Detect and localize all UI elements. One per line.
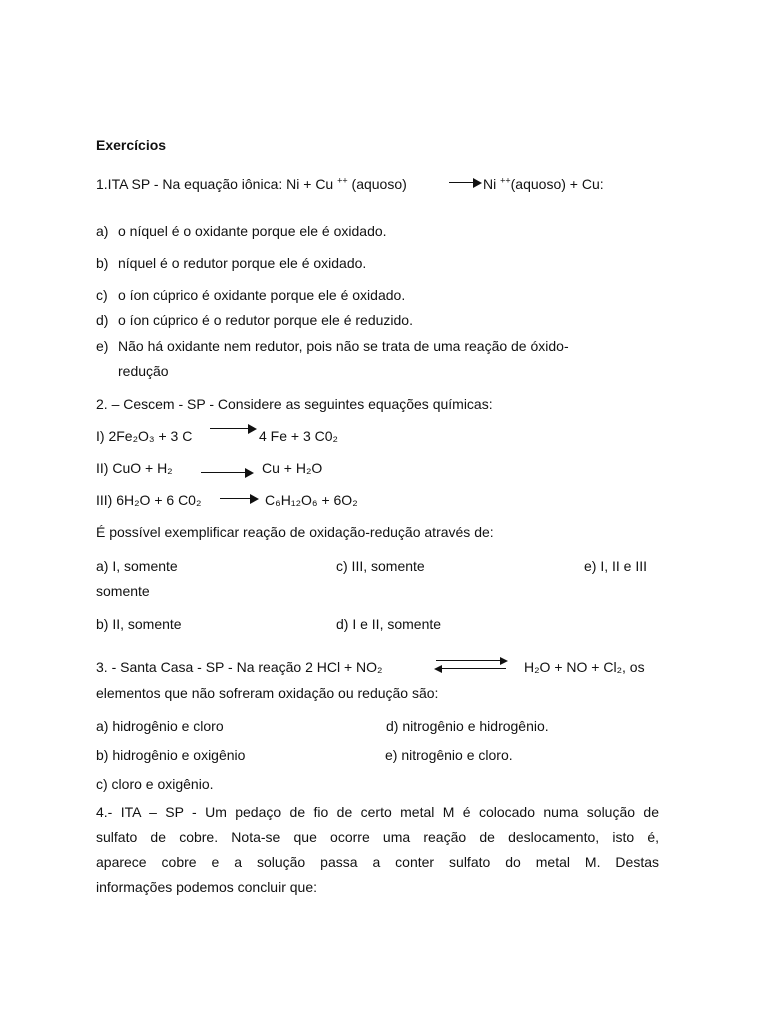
q3-option-a: a) hidrogênio e cloro xyxy=(96,718,224,734)
q2-option-c: c) III, somente xyxy=(336,558,425,574)
q3-stem-line-2: elementos que não sofreram oxidação ou redução são: xyxy=(96,685,439,701)
q2-option-e: e) I, II e III xyxy=(584,558,648,574)
reaction-arrow-icon xyxy=(449,178,481,188)
q2-option-d: d) I e II, somente xyxy=(336,616,442,632)
q1-stem: 1.ITA SP - Na equação iônica: Ni + Cu ++ (aquoso) xyxy=(96,175,407,192)
q4-line-2: sulfato de cobre. Nota-se que ocorre uma reação de deslocamento, isto é, xyxy=(96,829,659,845)
q3-stem-products: H₂O + NO + Cl₂, os xyxy=(524,659,645,675)
q3-option-c: c) cloro e oxigênio. xyxy=(96,776,214,792)
q1-option-e-continuation: redução xyxy=(118,363,169,379)
q2-equation-1-products: 4 Fe + 3 C0₂ xyxy=(259,428,338,444)
q1-option-a: a) o níquel é o oxidante porque ele é oxidado. xyxy=(96,223,387,239)
q1-option-e: e) Não há oxidante nem redutor, pois não se trata de uma reação de óxido- xyxy=(96,338,569,354)
q4-line-4: informações podemos concluir que: xyxy=(96,879,318,895)
q3-option-d: d) nitrogênio e hidrogênio. xyxy=(386,718,549,734)
q2-equation-3-products: C₆H₁₂O₆ + 6O₂ xyxy=(265,492,358,508)
reaction-arrow-icon xyxy=(210,424,256,434)
q1-stem-products: Ni ++(aquoso) + Cu: xyxy=(483,175,604,192)
q2-equation-1-reactants: I) 2Fe₂O₃ + 3 C xyxy=(96,428,193,444)
q2-stem: 2. – Cescem - SP - Considere as seguintes equações químicas: xyxy=(96,396,493,412)
q1-option-b: b) níquel é o redutor porque ele é oxidado. xyxy=(96,255,367,271)
q2-option-b: b) II, somente xyxy=(96,616,182,632)
equilibrium-arrows-icon xyxy=(436,660,506,674)
q2-equation-3-reactants: III) 6H₂O + 6 C0₂ xyxy=(96,492,202,508)
q2-option-e-continuation: somente xyxy=(96,583,150,599)
q4-line-1: 4.- ITA – SP - Um pedaço de fio de certo metal M é colocado numa solução de xyxy=(96,804,659,820)
reaction-arrow-icon xyxy=(201,468,253,478)
q4-line-3: aparece cobre e a solução passa a conter sulfato do metal M. Destas xyxy=(96,854,659,870)
q2-equation-2-products: Cu + H₂O xyxy=(262,460,323,476)
q1-option-d: d) o íon cúprico é o redutor porque ele é reduzido. xyxy=(96,312,413,328)
q2-option-a: a) I, somente xyxy=(96,558,178,574)
page-title: Exercícios xyxy=(96,137,167,153)
reaction-arrow-icon xyxy=(220,494,258,504)
q1-option-c: c) o íon cúprico é oxidante porque ele é oxidado. xyxy=(96,287,406,303)
q3-option-b: b) hidrogênio e oxigênio xyxy=(96,747,246,763)
q2-question: É possível exemplificar reação de oxidação-redução através de: xyxy=(96,524,494,540)
q2-equation-2-reactants: II) CuO + H₂ xyxy=(96,460,173,476)
q3-stem-reactants: 3. - Santa Casa - SP - Na reação 2 HCl + NO₂ xyxy=(96,659,383,675)
q3-option-e: e) nitrogênio e cloro. xyxy=(385,747,513,763)
